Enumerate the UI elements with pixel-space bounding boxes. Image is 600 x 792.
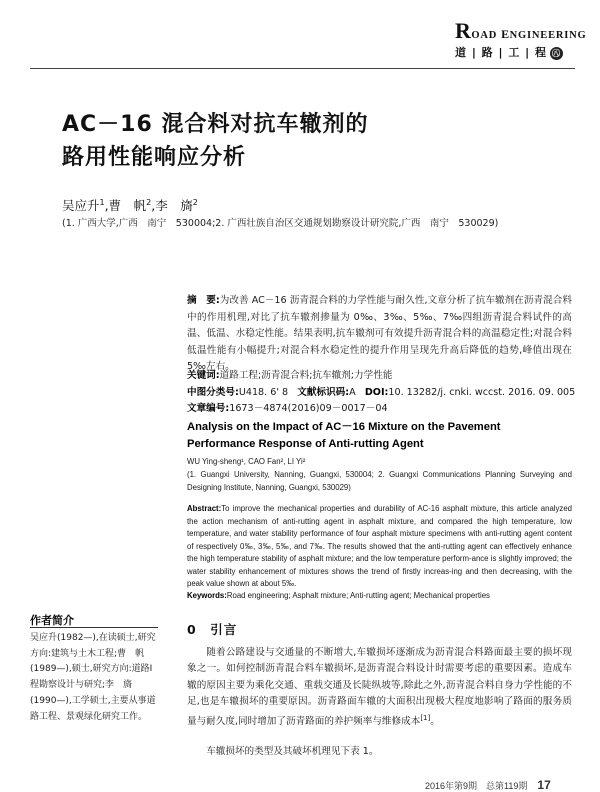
journal-initial-r: R	[455, 18, 472, 43]
abstract-label: 摘 要:	[187, 295, 220, 306]
section-label-text: 道 | 路 | 工 | 程	[455, 46, 548, 59]
english-keywords-label: Keywords:	[187, 591, 227, 600]
page-number: 17	[537, 778, 551, 792]
journal-name	[455, 18, 587, 44]
paper-title	[62, 108, 532, 174]
bio-heading: 作者简介	[30, 614, 74, 627]
author-affil-marker: 1	[99, 197, 105, 207]
english-title: Analysis on the Impact of AC－16 Mixture on the Pavement Performance Response of Anti-rutting Agent	[187, 421, 501, 450]
author-name: 李 旖	[155, 198, 193, 213]
issue-label: 2016年第9期 总第119期	[425, 781, 528, 791]
author-affiliation: (1. 广西大学,广西 南宁 530004;2. 广西壮族自治区交通规划勘察设计研究院,广西 南宁 530029)	[62, 218, 499, 229]
article-number-value: 1673－4874(2016)09－0017－04	[229, 403, 388, 414]
clc-value: U418. 6' 8	[238, 387, 289, 398]
english-abstract-label: Abstract:	[187, 504, 222, 513]
section-badge-icon: ㊇	[552, 48, 562, 58]
bio-text: 吴应升(1982—),在读硕士,研究方向:建筑与土木工程;曹 帆(1989—),硕士,研究方向:道路Ⅰ程勘察设计与研究;李 旖(1990—),工学硕士,主要从事道路工程、景观绿化研究工作。	[30, 633, 156, 722]
intro-paragraph-2: 车辙损坏的类型及其破坏机理见下表 1。	[206, 746, 379, 757]
section-label	[455, 44, 563, 60]
doc-code-label: 文献标识码:	[297, 387, 350, 398]
journal-word-engineering: NGINEERING	[509, 30, 587, 41]
abstract-text: 为改善 AC－16 沥青混合料的力学性能与耐久性,文章分析了抗车辙剂在沥青混合料中的作用机理,对比了抗车辙剂掺量为 0‰、3‰、5‰、7‰四组沥青混合料试件的高温、低温、水稳定性能。结果表明,抗车辙剂可有效提升沥青混合料的高温稳定性;对混合料低温性能有小幅提升;对混合料水稳定性的提升作用呈现先升高后降低的趋势,峰值出现在 5‰左右。	[187, 295, 572, 372]
english-affiliation: (1. Guangxi University, Nanning, Guangxi, 530004; 2. Guangxi Communications Planning Surveying and Designing Institute, Nanning, Guangxi, 530029)	[187, 470, 572, 492]
keywords-cn	[187, 368, 572, 385]
classification-line	[187, 385, 576, 402]
intro-paragraph-end: 。	[430, 716, 440, 728]
english-abstract-text: To improve the mechanical properties and durability of AC-16 asphalt mixture, this article analyzed the action mechanism of anti-rutting agent in asphalt mixture, and compared the high temperature, low temperature, and water stability performance of four asphalt mixture specimens with anti-rutting agent content of respectively 0‰, 3‰, 5‰, and 7‰. The results showed that the anti-rutting agent can effectively enhance the high temperature stability of asphalt mixture; and the low temperature perform-ance is slightly improved; the water stability enhancement of mixtures shows the trend of firstly increas-ing and then decreasing, with the peak value shown at about 5‰.	[187, 504, 572, 588]
article-number-label: 文章编号:	[187, 403, 230, 414]
clc-label: 中图分类号:	[187, 387, 239, 398]
doc-code-value: A	[349, 387, 356, 398]
header-divider	[30, 68, 575, 69]
english-keywords	[187, 590, 572, 603]
author-affil-marker: 2	[146, 197, 152, 207]
intro-paragraph	[187, 645, 572, 731]
section-heading-intro: 0 引言	[187, 622, 238, 637]
bio-divider	[30, 627, 158, 628]
author-name: 吴应升	[62, 198, 100, 213]
english-abstract	[187, 503, 572, 591]
abstract-cn	[187, 293, 572, 376]
keywords-text: 道路工程;沥青混合料;抗车辙剂;力学性能	[219, 370, 393, 381]
page-footer	[425, 778, 551, 792]
author-list: 吴应升$^1$,曹 帆$^2$,李 旖$^2$	[62, 197, 198, 213]
title-line-1: AC－16 混合料对抗车辙剂的	[62, 112, 369, 137]
journal-initial-e: E	[501, 27, 510, 41]
journal-word-road: OAD	[471, 30, 498, 41]
author-name: 曹 帆	[108, 198, 147, 213]
article-number-line	[187, 401, 572, 418]
doi-value: 10. 13282/j. cnki. wccst. 2016. 09. 005	[388, 387, 576, 398]
citation-ref: [1]	[420, 714, 431, 723]
author-affil-marker: 2	[192, 197, 198, 207]
intro-paragraph-text: 随着公路建设与交通量的不断增大,车辙损坏逐渐成为沥青混合料路面最主要的损坏现象之一。如何控制沥青混合料车辙损坏,是沥青混合料设计时需要考虑的重要因素。造成车辙的原因主要为乘化交通、重载交通及长陡纵坡等,除此之外,沥青混合料自身力学性能的不足,也是车辙损坏的重要原因。沥青路面车辙的大面积出现极大程度地影响了路面的服务质量与耐久度,同时增加了沥青路面的养护频率与维修成本	[187, 647, 572, 728]
doi-label: DOI:	[364, 387, 389, 398]
keywords-label: 关键词:	[187, 370, 220, 381]
title-line-2: 路用性能响应分析	[62, 145, 247, 170]
english-keywords-text: Road engineering; Asphalt mixture; Anti-rutting agent; Mechanical properties	[226, 591, 490, 600]
english-authors: WU Ying-sheng¹, CAO Fan², LI Yi²	[187, 457, 306, 466]
